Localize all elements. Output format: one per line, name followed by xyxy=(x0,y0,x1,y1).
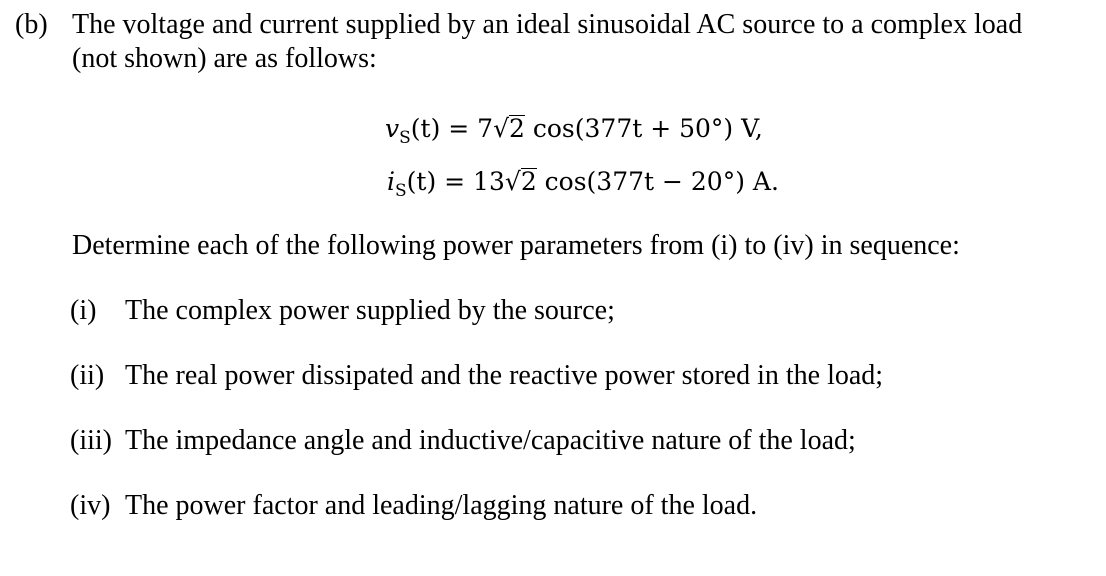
item-number: (ii) xyxy=(70,360,105,391)
item-text: The power factor and leading/lagging nature of the load. xyxy=(125,490,758,521)
item-text: The real power dissipated and the reactive power stored in the load; xyxy=(125,360,884,391)
voltage-equation xyxy=(385,113,763,148)
voltage-symbol: v xyxy=(385,114,400,143)
item-number: (iii) xyxy=(70,425,112,456)
current-rhs: cos(377t − 20°) A. xyxy=(536,167,779,196)
voltage-rhs: cos(377t + 50°) V, xyxy=(524,114,763,143)
voltage-lhs: (t) = 7 xyxy=(410,114,494,143)
current-sqrt-arg: 2 xyxy=(520,167,537,196)
sqrt-symbol: √ xyxy=(504,167,521,196)
current-lhs: (t) = 13 xyxy=(406,167,505,196)
item-text: The complex power supplied by the source; xyxy=(125,295,615,326)
item-number: (i) xyxy=(70,295,97,326)
question-intro-line-2: (not shown) are as follows: xyxy=(72,43,377,74)
item-number: (iv) xyxy=(70,490,111,521)
part-label: (b) xyxy=(15,9,48,40)
item-text: The impedance angle and inductive/capacitive nature of the load; xyxy=(125,425,856,456)
voltage-subscript: S xyxy=(399,128,411,148)
current-symbol: i xyxy=(387,167,395,196)
sqrt-symbol: √ xyxy=(493,114,510,143)
instruction-text: Determine each of the following power parameters from (i) to (iv) in sequence: xyxy=(72,230,960,261)
current-equation xyxy=(387,166,779,201)
voltage-sqrt-arg: 2 xyxy=(509,114,525,143)
current-subscript: S xyxy=(395,181,407,201)
intro-text-1: The voltage and current supplied by an ideal sinusoidal AC source to a complex load xyxy=(72,9,1023,40)
